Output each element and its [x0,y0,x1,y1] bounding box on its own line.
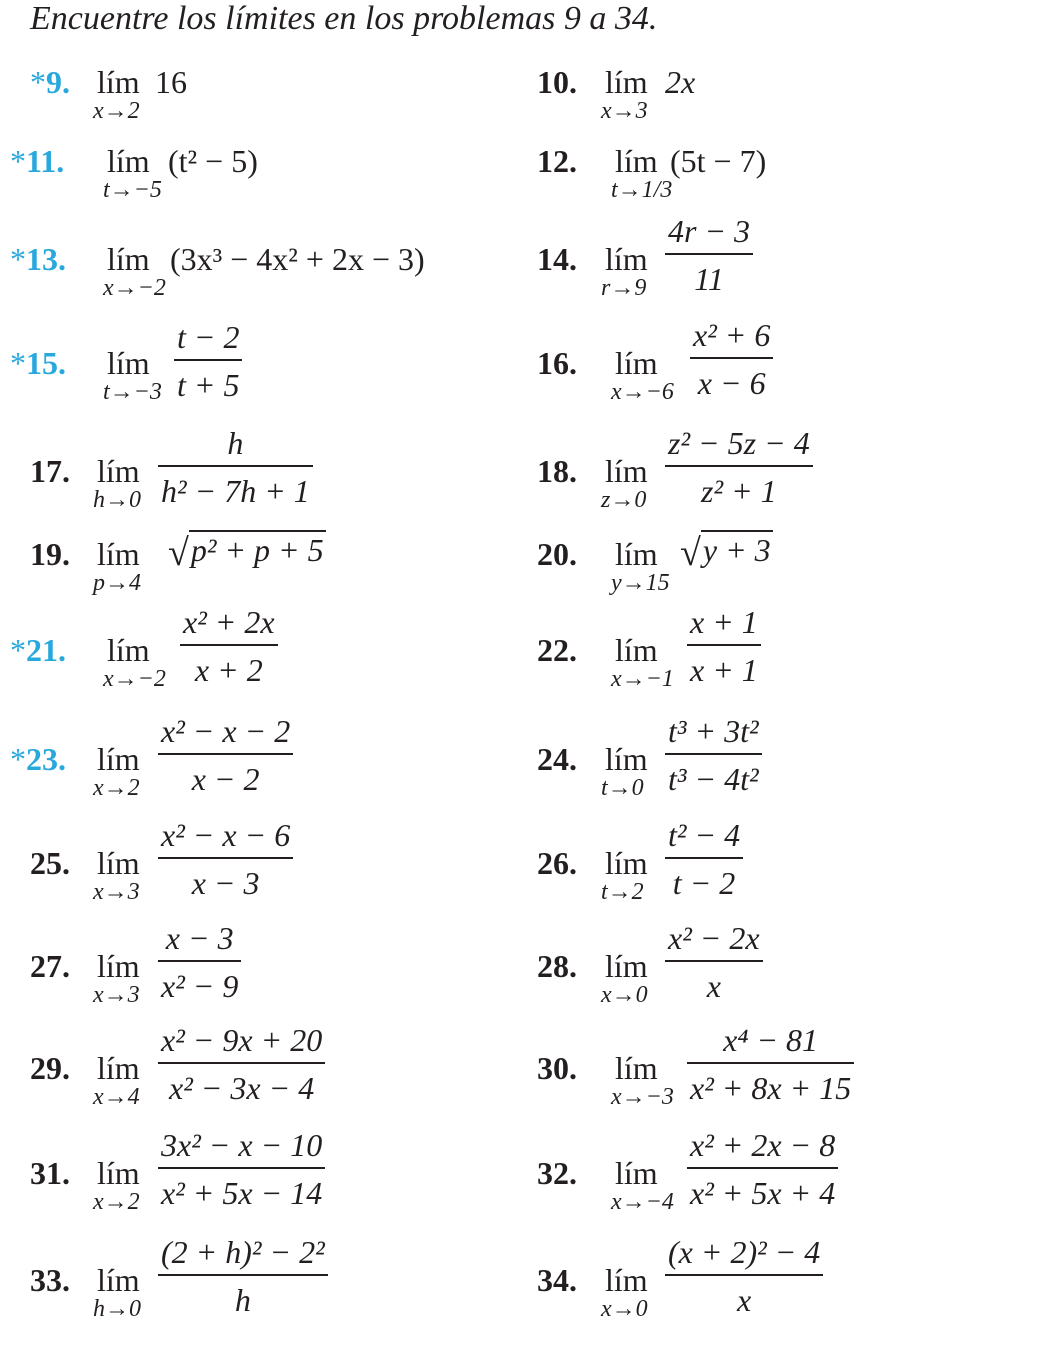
problem-25: 25. lím x→3 x² − x − 6 x − 3 [0,847,500,951]
limit-expression: (t² − 5) [168,143,258,179]
fraction [180,606,278,686]
denominator: h² − 7h + 1 [161,473,310,509]
radical-sign: √ [168,532,189,574]
problem-30: 30. lím x→−3 x⁴ − 81 x² + 8x + 15 [537,1052,1037,1156]
numerator: x − 3 [165,920,234,956]
limit-expression: (5t − 7) [670,143,767,179]
problem-number: 26. [537,845,577,881]
problem-number: 25. [30,845,70,881]
problem-23: *23. lím x→2 x² − x − 2 x − 2 [0,743,500,847]
denominator: x − 2 [191,761,260,797]
numerator: t² − 4 [668,817,741,853]
radicand: y + 3 [702,532,771,568]
denominator: t − 2 [672,865,736,901]
denominator: 11 [694,261,724,297]
denominator: x² − 3x − 4 [169,1070,315,1106]
problem-10: 10. lím x→3 2x [537,64,696,124]
fraction [690,319,773,399]
problem-number: *9. [30,64,70,100]
problem-number: 22. [537,632,577,668]
fraction [665,215,753,295]
denominator: x + 1 [690,652,758,688]
numerator: (2 + h)² − 2² [161,1234,325,1270]
numerator: t³ + 3t² [668,713,759,749]
radical-sign: √ [680,532,701,574]
denominator: x² + 5x + 4 [690,1175,836,1211]
problem-number: 16. [537,345,577,381]
problem-number: 27. [30,948,70,984]
problem-31: 31. lím x→2 3x² − x − 10 x² + 5x − 14 [0,1157,500,1261]
problem-27: 27. lím x→3 x − 3 x² − 9 [0,950,500,1054]
denominator: x − 3 [191,865,260,901]
numerator: (x + 2)² − 4 [668,1234,821,1270]
problem-19: 19. lím p→4 √p² + p + 5 [30,532,324,596]
fraction [665,922,763,1002]
problem-number: 10. [537,64,577,100]
problem-number: *11. [10,143,65,179]
page-title: Encuentre los límites en los problemas 9 a 34. [30,0,658,37]
problem-number: 19. [30,536,70,572]
numerator: 4r − 3 [668,213,751,249]
fraction [158,715,293,795]
fraction [687,1024,854,1104]
numerator: z² − 5z − 4 [668,425,810,461]
numerator: x² − x − 2 [161,713,291,749]
problem-20: 20. lím y→15 √y + 3 [537,532,771,596]
problem-number: 14. [537,241,577,277]
limit-expression: 2x [665,64,696,100]
problem-34: 34. lím x→0 (x + 2)² − 4 x [537,1264,1037,1368]
problem-13: *13. lím x→−2 (3x³ − 4x² + 2x − 3) [10,241,425,301]
fraction [665,1236,823,1316]
problem-number: *13. [10,241,66,277]
problem-12: 12. lím t→1/3 (5t − 7) [537,143,767,203]
problem-14: 14. lím r→9 4r − 3 11 [537,243,1037,347]
problem-17: 17. lím h→0 h h² − 7h + 1 [0,455,500,559]
denominator: x² + 8x + 15 [690,1070,852,1106]
denominator: x − 6 [697,365,766,401]
denominator: x² + 5x − 14 [161,1175,323,1211]
problem-26: 26. lím t→2 t² − 4 t − 2 [537,847,1037,951]
radicand: p² + p + 5 [190,532,324,568]
denominator: h [234,1282,251,1318]
problem-11: *11. lím t→−5 (t² − 5) [10,143,258,203]
problem-21: *21. lím x→−2 x² + 2x x + 2 [0,634,500,738]
problem-15: *15. lím t→−3 t − 2 t + 5 [0,347,500,451]
problem-22: 22. lím x→−1 x + 1 x + 1 [537,634,1037,738]
problem-number: 20. [537,536,577,572]
fraction [687,606,761,686]
fraction [158,922,241,1002]
denominator: t + 5 [177,367,240,403]
problem-number: 12. [537,143,577,179]
problem-number: 18. [537,453,577,489]
problem-number: 17. [30,453,70,489]
problem-number: 31. [30,1155,70,1191]
problem-number: *21. [10,632,66,668]
numerator: x⁴ − 81 [723,1022,819,1058]
limit-expression: (3x³ − 4x² + 2x − 3) [170,241,425,277]
fraction [665,715,762,795]
problem-28: 28. lím x→0 x² − 2x x [537,950,1037,1054]
problem-33: 33. lím h→0 (2 + h)² − 2² h [0,1264,500,1368]
denominator: x² − 9 [161,968,239,1004]
numerator: t − 2 [177,319,240,355]
problem-number: 29. [30,1050,70,1086]
problem-number: 34. [537,1262,577,1298]
denominator: z² + 1 [701,473,777,509]
numerator: x + 1 [690,604,758,640]
square-root [680,530,773,574]
fraction [158,819,293,899]
fraction [158,1024,325,1104]
fraction [158,1129,325,1209]
numerator: h [227,425,244,461]
problem-29: 29. lím x→4 x² − 9x + 20 x² − 3x − 4 [0,1052,500,1156]
numerator: x² + 2x [183,604,275,640]
problem-number: 24. [537,741,577,777]
problem-number: *15. [10,345,66,381]
numerator: x² − 2x [668,920,760,956]
denominator: x + 2 [194,652,263,688]
numerator: 3x² − x − 10 [161,1127,323,1163]
fraction [158,1236,328,1316]
numerator: x² + 2x − 8 [690,1127,836,1163]
denominator: x [706,968,721,1004]
problem-number: 32. [537,1155,577,1191]
problem-24: 24. lím t→0 t³ + 3t² t³ − 4t² [537,743,1037,847]
problem-number: 30. [537,1050,577,1086]
problem-number: *23. [10,741,66,777]
square-root [168,530,326,574]
fraction [158,427,313,507]
fraction [687,1129,838,1209]
numerator: x² + 6 [693,317,771,353]
limit-expression: 16 [155,64,187,100]
numerator: x² − 9x + 20 [161,1022,323,1058]
fraction [665,427,813,507]
denominator: x [737,1282,752,1318]
numerator: x² − x − 6 [161,817,291,853]
fraction [665,819,743,899]
fraction [174,321,242,401]
problem-18: 18. lím z→0 z² − 5z − 4 z² + 1 [537,455,1037,559]
denominator: t³ − 4t² [668,761,759,797]
problem-9: *9. lím x→2 16 [30,64,187,124]
problem-number: 28. [537,948,577,984]
problem-number: 33. [30,1262,70,1298]
problem-32: 32. lím x→−4 x² + 2x − 8 x² + 5x + 4 [537,1157,1037,1261]
problem-16: 16. lím x→−6 x² + 6 x − 6 [537,347,1037,451]
